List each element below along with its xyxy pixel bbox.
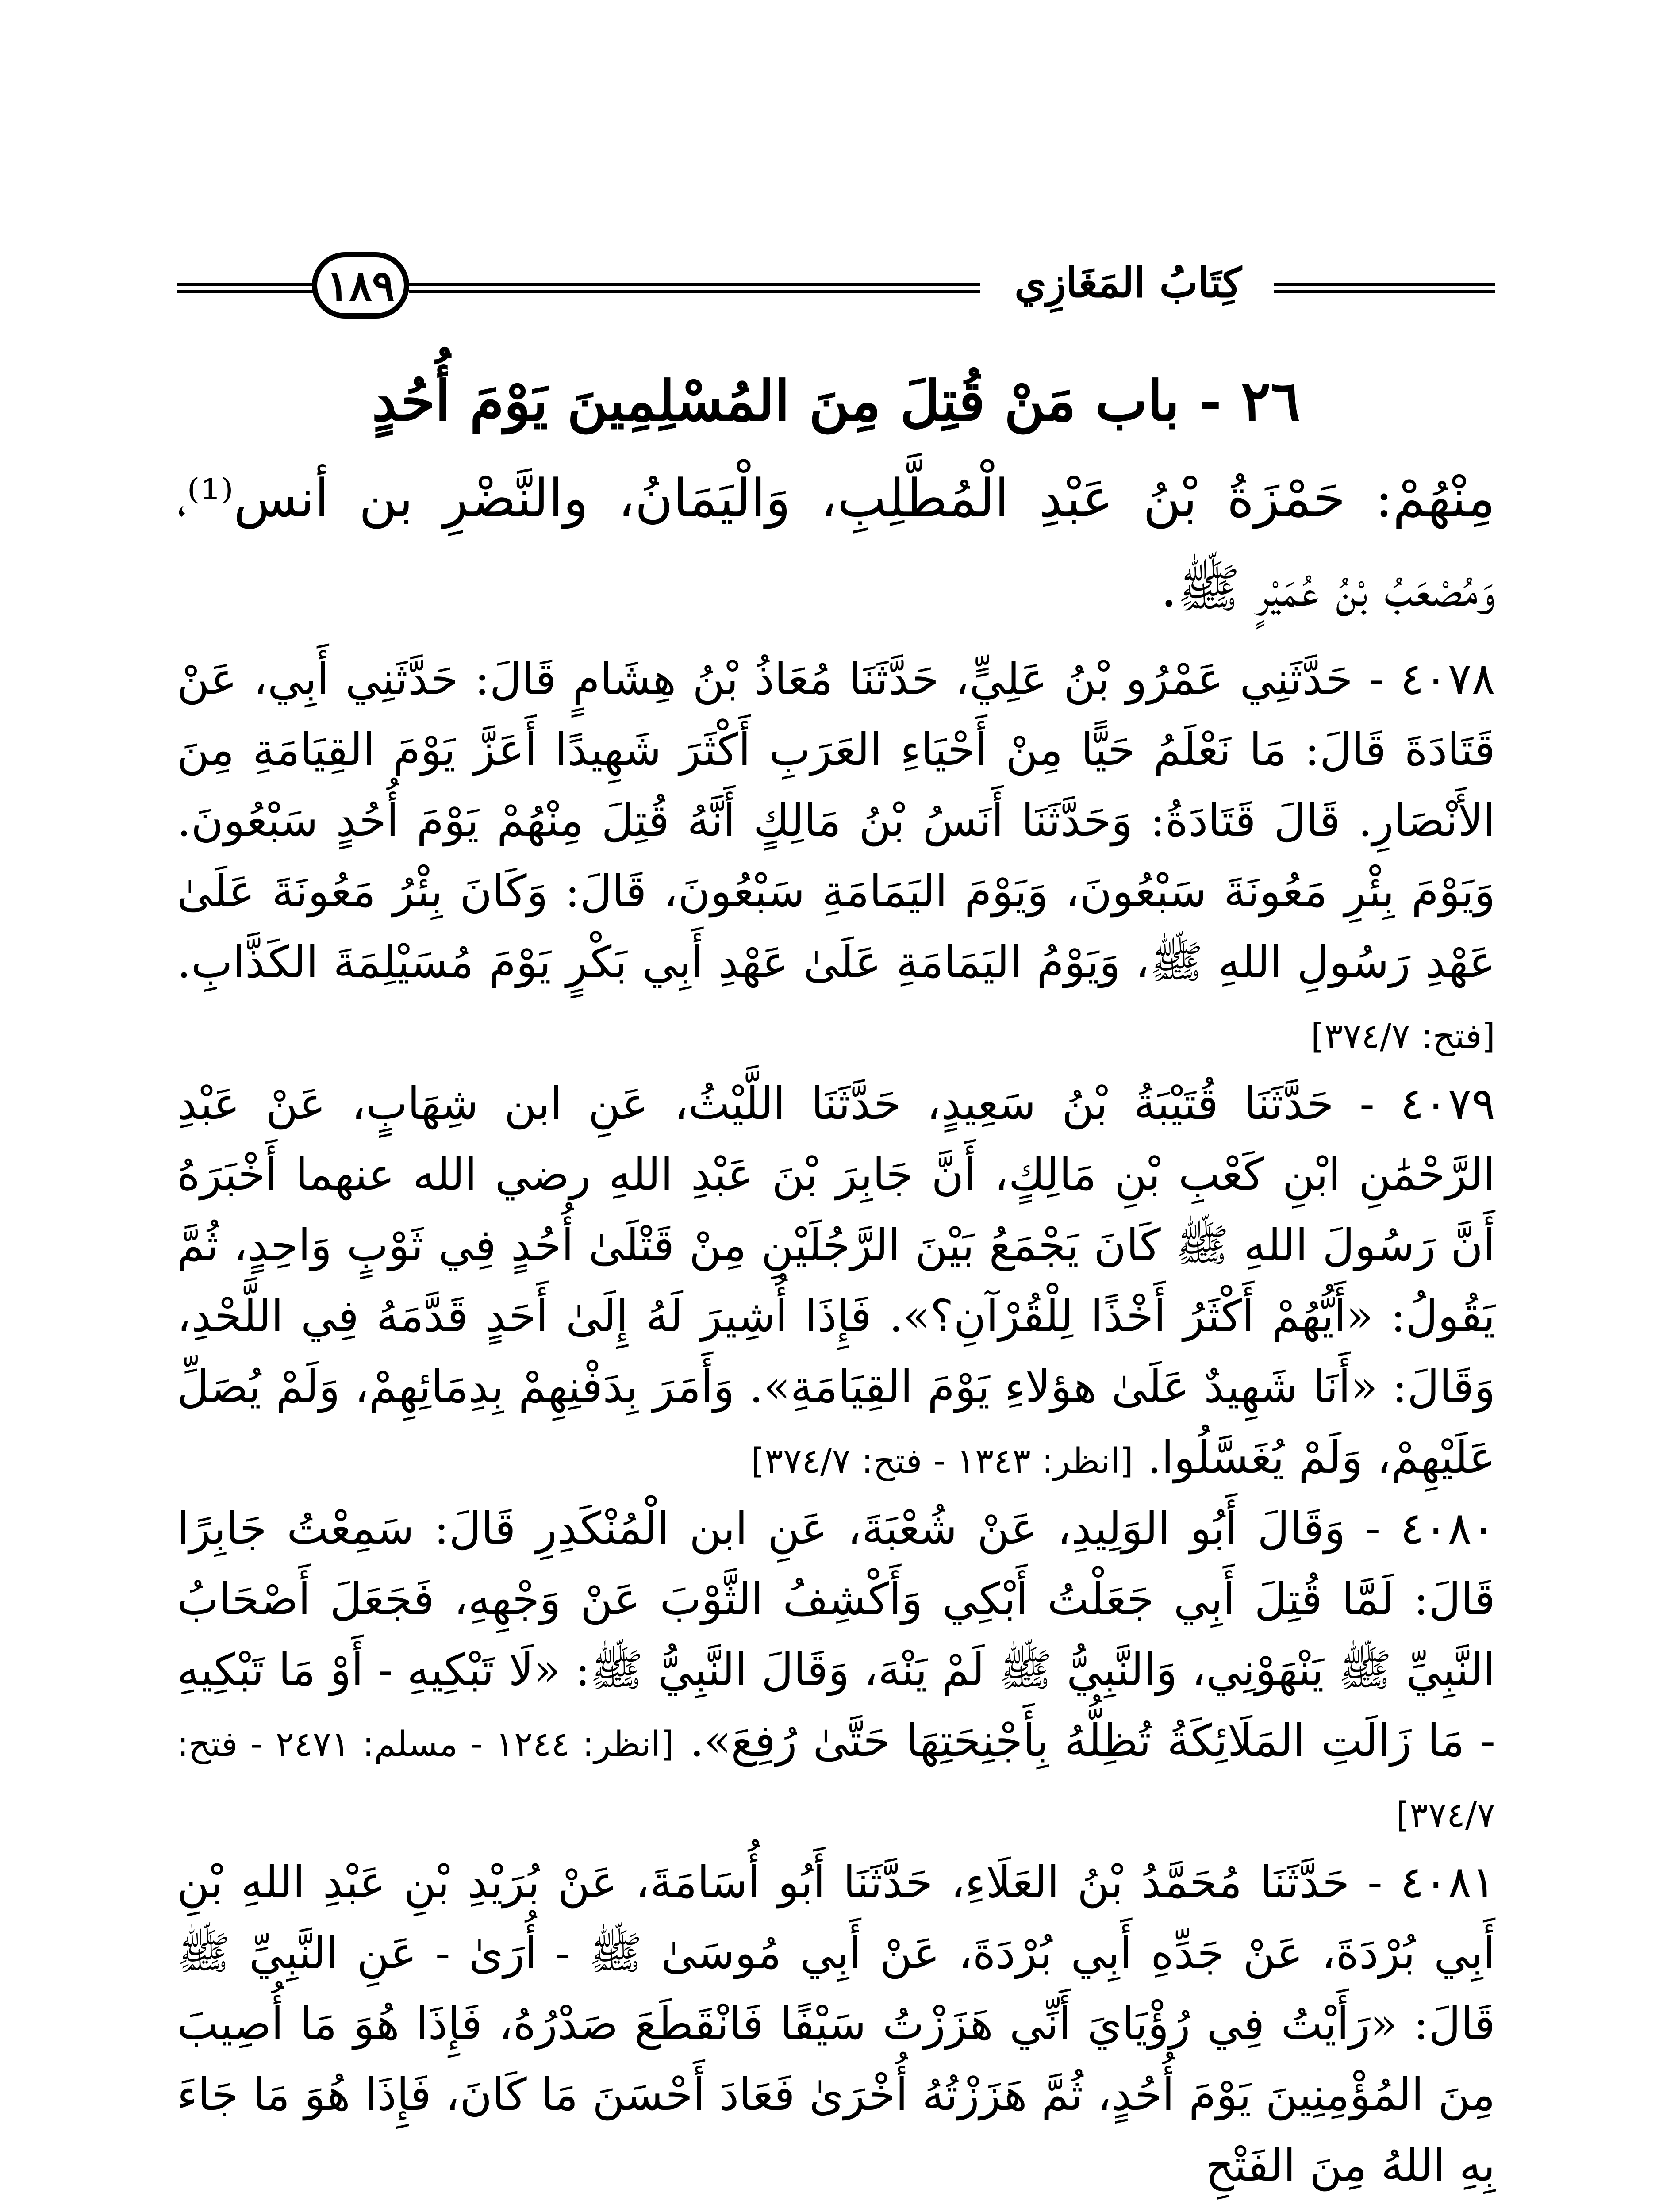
hadith-reference: [فتح: ٣٧٤/٧] xyxy=(1311,1016,1495,1056)
page-header xyxy=(177,248,1495,323)
hadith-reference: [انظر: ١٢٤٤ - مسلم: ٢٤٧١ - فتح: ٣٧٤/٧] xyxy=(177,1724,1495,1835)
hadith-text: ٤٠٧٩ - حَدَّثَنَا قُتَيْبَةُ بْنُ سَعِيدٍ، حَدَّثَنَا اللَّيْثُ، عَنِ ابن شِهَابٍ، عَنْ عَبْدِ الرَّحْمَٰنِ ابْنِ كَعْبِ بْنِ مَالِكٍ، أَنَّ جَابِرَ بْنَ عَبْدِ اللهِ رضي الله عنهما أَخْبَرَهُ أَنَّ رَسُولَ اللهِ ﷺ كَانَ يَجْمَعُ بَيْنَ الرَّجُلَيْنِ مِنْ قَتْلَىٰ أُحُدٍ فِي ثَوْبٍ وَاحِدٍ، ثُمَّ يَقُولُ: «أَيُّهُمْ أَكْثَرُ أَخْذًا لِلْقُرْآنِ؟». فَإِذَا أُشِيرَ لَهُ إِلَىٰ أَحَدٍ قَدَّمَهُ فِي اللَّحْدِ، وَقَالَ: «أَنَا شَهِيدٌ عَلَىٰ هؤلاءِ يَوْمَ القِيَامَةِ». وَأَمَرَ بِدَفْنِهِمْ بِدِمَائِهِمْ، وَلَمْ يُصَلِّ عَلَيْهِمْ، وَلَمْ يُغَسَّلُوا. xyxy=(177,1077,1496,1483)
page-content xyxy=(177,363,1495,2201)
header-rule-right xyxy=(1274,283,1495,293)
hadith-reference: [انظر: ١٣٤٣ - فتح: ٣٧٤/٧] xyxy=(751,1441,1133,1481)
book-title: كِتَابُ المَغَازِي xyxy=(1014,259,1242,307)
page-number: ١٨٩ xyxy=(312,252,409,319)
chapter-title: ٢٦ - باب مَنْ قُتِلَ مِنَ المُسْلِمِينَ يَوْمَ أُحُدٍ xyxy=(372,369,1301,434)
hadith-4078 xyxy=(177,644,1495,1068)
hadith-4079 xyxy=(177,1068,1495,1493)
hadith-4080 xyxy=(177,1493,1495,1847)
hadith-text: ٤٠٨١ - حَدَّثَنَا مُحَمَّدُ بْنُ العَلَاءِ، حَدَّثَنَا أَبُو أُسَامَةَ، عَنْ بُرَيْدِ بْنِ عَبْدِ اللهِ بْنِ أَبِي بُرْدَةَ، عَنْ جَدِّهِ أَبِي بُرْدَةَ، عَنْ أَبِي مُوسَىٰ ﷺ - أُرَىٰ - عَنِ النَّبِيِّ ﷺ قَالَ: «رَأَيْتُ فِي رُؤْيَايَ أَنِّي هَزَزْتُ سَيْفًا فَانْقَطَعَ صَدْرُهُ، فَإِذَا هُوَ مَا أُصِيبَ مِنَ المُؤْمِنِينَ يَوْمَ أُحُدٍ، ثُمَّ هَزَزْتُهُ أُخْرَىٰ فَعَادَ أَحْسَنَ مَا كَانَ، فَإِذَا هُوَ مَا جَاءَ بِهِ اللهُ مِنَ الفَتْحِ xyxy=(177,1856,1495,2191)
chapter-intro: مِنْهُمْ: حَمْزَةُ بْنُ عَبْدِ الْمُطَّلِبِ، وَالْيَمَانُ، والنَّضْرِ بن أنس⁽¹⁾، وَمُصْعَبُ بْنُ عُمَيْرٍ ﷺ. xyxy=(177,468,1495,618)
hadith-text: ٤٠٧٨ - حَدَّثَنِي عَمْرُو بْنُ عَلِيٍّ، حَدَّثَنَا مُعَاذُ بْنُ هِشَامٍ قَالَ: حَدَّثَنِي أَبِي، عَنْ قَتَادَةَ قَالَ: مَا نَعْلَمُ حَيًّا مِنْ أَحْيَاءِ العَرَبِ أَكْثَرَ شَهِيدًا أَعَزَّ يَوْمَ القِيَامَةِ مِنَ الأَنْصَارِ. قَالَ قَتَادَةُ: وَحَدَّثَنَا أَنَسُ بْنُ مَالِكٍ أَنَّهُ قُتِلَ مِنْهُمْ يَوْمَ أُحُدٍ سَبْعُونَ. وَيَوْمَ بِئْرِ مَعُونَةَ سَبْعُونَ، وَيَوْمَ اليَمَامَةِ سَبْعُونَ، قَالَ: وَكَانَ بِئْرُ مَعُونَةَ عَلَىٰ عَهْدِ رَسُولِ اللهِ ﷺ، وَيَوْمُ اليَمَامَةِ عَلَىٰ عَهْدِ أَبِي بَكْرٍ يَوْمَ مُسَيْلِمَةَ الكَذَّابِ. xyxy=(177,653,1495,988)
header-rule-left xyxy=(177,283,314,293)
hadith-text: ٤٠٨٠ - وَقَالَ أَبُو الوَلِيدِ، عَنْ شُعْبَةَ، عَنِ ابن الْمُنْكَدِرِ قَالَ: سَمِعْتُ جَابِرًا قَالَ: لَمَّا قُتِلَ أَبِي جَعَلْتُ أَبْكِي وَأَكْشِفُ الثَّوْبَ عَنْ وَجْهِهِ، فَجَعَلَ أَصْحَابُ النَّبِيِّ ﷺ يَنْهَوْنِي، وَالنَّبِيُّ ﷺ لَمْ يَنْهَ، وَقَالَ النَّبِيُّ ﷺ: «لَا تَبْكِيهِ - أَوْ مَا تَبْكِيهِ - مَا زَالَتِ المَلَائِكَةُ تُظِلُّهُ بِأَجْنِحَتِهَا حَتَّىٰ رُفِعَ». xyxy=(177,1502,1496,1767)
header-rule-middle xyxy=(409,283,980,293)
hadith-4081 xyxy=(177,1847,1495,2201)
